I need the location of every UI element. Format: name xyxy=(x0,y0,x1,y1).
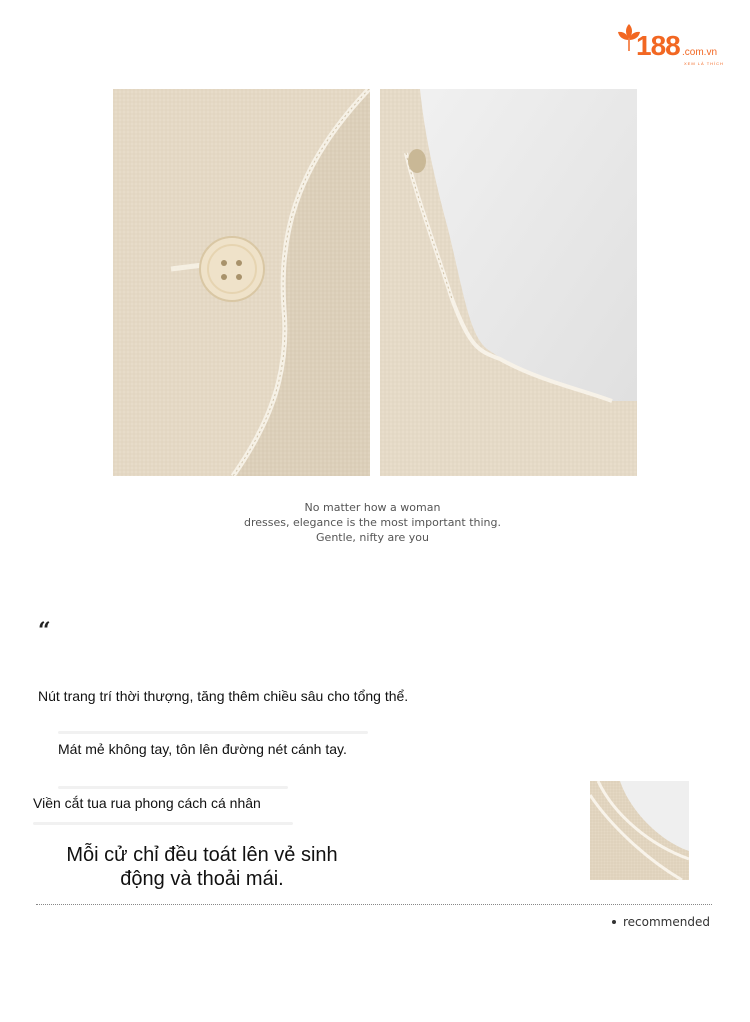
button-closeup-photo xyxy=(113,89,370,476)
quote-line: No matter how a woman xyxy=(304,501,441,514)
recommended-link[interactable] xyxy=(612,915,710,929)
armhole-closeup-photo xyxy=(380,89,637,476)
faint-divider xyxy=(58,786,288,789)
open-quote-mark: “ xyxy=(38,618,51,644)
bullet-icon xyxy=(612,920,616,924)
brand-logo[interactable] xyxy=(616,22,734,68)
logo-number: 188 xyxy=(636,30,680,61)
quote-line: Gentle, nifty are you xyxy=(316,531,429,544)
highlight-line: Mỗi cử chỉ đều toát lên vẻ sinh xyxy=(66,844,338,866)
highlight-line: động và thoải mái. xyxy=(120,868,284,890)
logo-tagline: XEM LÀ THÍCH xyxy=(684,61,724,66)
feature-fringe-text: Viền cắt tua rua phong cách cá nhân xyxy=(33,795,261,811)
faint-divider xyxy=(33,822,293,825)
faint-divider xyxy=(58,731,368,734)
dotted-divider xyxy=(36,904,712,905)
highlight-text xyxy=(52,843,352,891)
quote-line: dresses, elegance is the most important thing. xyxy=(243,516,502,529)
recommended-label: recommended xyxy=(623,915,710,929)
fringe-thumbnail-photo[interactable] xyxy=(590,781,689,880)
english-quote xyxy=(200,500,545,545)
feature-button-text: Nút trang trí thời thượng, tăng thêm chiều sâu cho tổng thể. xyxy=(38,688,409,704)
feature-sleeveless-text: Mát mẻ không tay, tôn lên đường nét cánh tay. xyxy=(58,741,347,757)
logo-domain: .com.vn xyxy=(682,47,718,58)
